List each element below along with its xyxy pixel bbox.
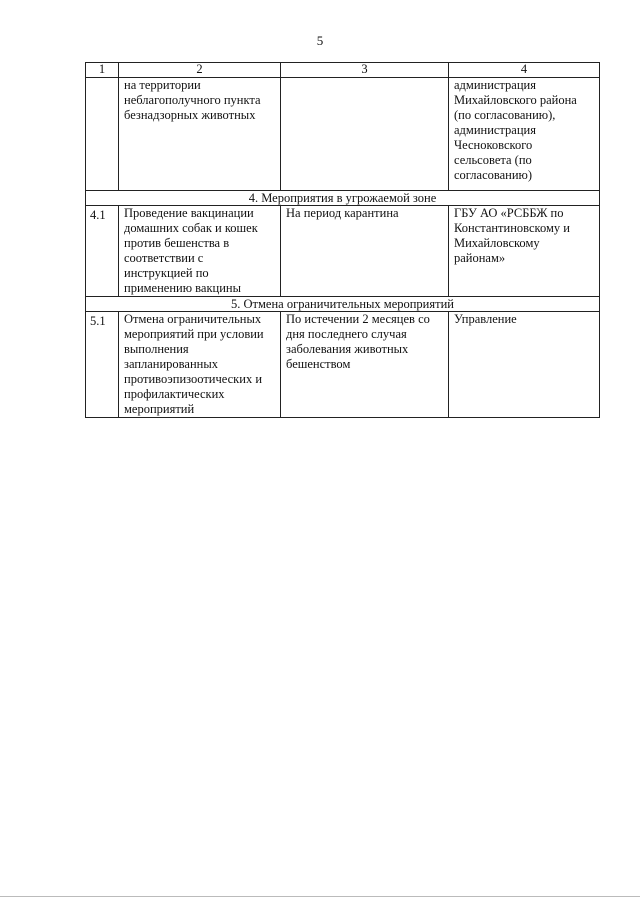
table-row <box>86 78 600 191</box>
table-row <box>86 312 600 418</box>
measure-cell: Отмена ограничительных мероприятий при условии выполнения запланированных противоэпизоотических и профилактических мероприятий <box>119 312 281 418</box>
header-col-2: 2 <box>119 63 281 78</box>
period-cell: По истечении 2 месяцев со дня последнего случая заболевания животных бешенством <box>281 312 449 418</box>
row-number: 5.1 <box>86 312 119 418</box>
section-header-row <box>86 191 600 206</box>
table-row <box>86 206 600 297</box>
page-number: 5 <box>316 33 324 48</box>
row-number <box>86 78 119 191</box>
responsible-cell: администрация Михайловского района (по согласованию), администрация Чесноковского сельсовета (по согласованию) <box>449 78 600 191</box>
period-cell: На период карантина <box>281 206 449 297</box>
responsible-cell: Управление <box>449 312 600 418</box>
row-number: 4.1 <box>86 206 119 297</box>
measure-cell: на территории неблагополучного пункта безнадзорных животных <box>119 78 281 191</box>
section-4-title: 4. Мероприятия в угрожаемой зоне <box>86 191 600 206</box>
responsible-cell: ГБУ АО «РСББЖ по Константиновскому и Михайловскому районам» <box>449 206 600 297</box>
section-5-title: 5. Отмена ограничительных мероприятий <box>86 297 600 312</box>
table-header-row <box>86 63 600 78</box>
measure-cell: Проведение вакцинации домашних собак и кошек против бешенства в соответствии с инструкцией по применению вакцины <box>119 206 281 297</box>
header-col-4: 4 <box>449 63 600 78</box>
period-cell <box>281 78 449 191</box>
section-header-row <box>86 297 600 312</box>
scan-edge-line <box>0 896 640 897</box>
measures-table <box>85 62 600 418</box>
header-col-3: 3 <box>281 63 449 78</box>
header-col-1: 1 <box>86 63 119 78</box>
